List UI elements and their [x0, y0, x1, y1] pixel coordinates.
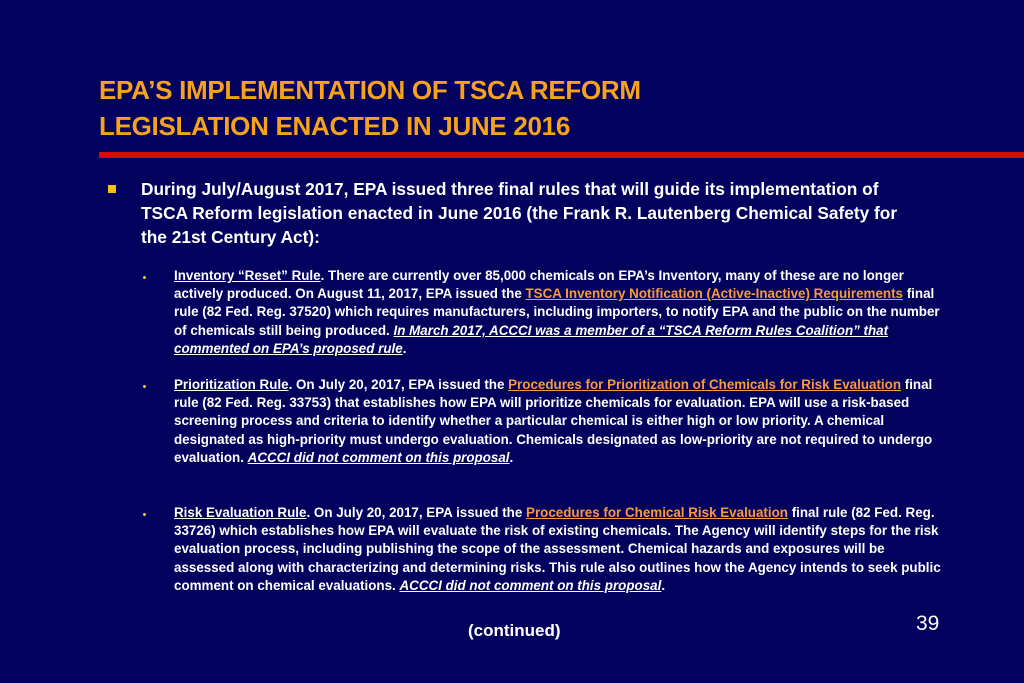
main-bullet-text: During July/August 2017, EPA issued three final rules that will guide its implementation of TSCA Reform legislation enacted in June 2016 (the Frank R. Lautenberg Chemical Safety for the 21st Century Act): — [141, 179, 898, 247]
item-text: . There are currently over 85,000 chemicals on EPA’s Inventory, many of these are no longer actively produced. On August 11, 2017, EPA issued the — [174, 268, 904, 302]
item-text: . On July 20, 2017, EPA issued the — [288, 377, 509, 392]
item-end: . — [402, 340, 407, 356]
acci-note: In March 2017, ACCCI was a member of a “TSCA Reform Rules Coalition” that commented on EPA’s proposed rule — [174, 322, 889, 356]
title-line-1: EPA’S IMPLEMENTATION OF TSCA REFORM — [99, 75, 641, 105]
bullet-dot-icon — [143, 276, 146, 279]
item-heading: Prioritization Rule — [174, 377, 289, 392]
acci-note: ACCCI did not comment on this proposal — [247, 449, 510, 465]
acci-note: ACCCI did not comment on this proposal — [399, 577, 662, 593]
item-text: final rule (82 Fed. Reg. 33753) that establishes how EPA will prioritize chemicals for evaluation. EPA will use a risk-based screening process and criteria to identify whether a particular chemical is either high or low priority. A chemical designated as high-priority must undergo evaluation. Chemicals designated as low-priority are not required to undergo evaluation. — [174, 377, 933, 465]
title-line-2: LEGISLATION ENACTED IN JUNE 2016 — [99, 111, 571, 141]
item-text: . On July 20, 2017, EPA issued the — [306, 505, 527, 520]
prioritization-rule-item — [174, 376, 946, 467]
rule-link[interactable]: Procedures for Chemical Risk Evaluation — [526, 505, 788, 520]
page-number: 39 — [916, 612, 940, 635]
item-heading: Risk Evaluation Rule — [174, 505, 307, 520]
item-text: final rule (82 Fed. Reg. 37520) which requires manufacturers, including importers, to notify EPA and the public on the number of chemicals still being produced. — [174, 286, 940, 338]
continued-label: (continued) — [468, 621, 561, 640]
item-end: . — [661, 577, 666, 593]
slide-title — [99, 72, 641, 144]
item-heading: Inventory “Reset” Rule — [174, 268, 321, 283]
rule-link[interactable]: Procedures for Prioritization of Chemicals for Risk Evaluation — [508, 377, 902, 392]
item-text: final rule (82 Fed. Reg. 33726) which establishes how EPA will evaluate the risk of existing chemicals. The Agency will identify steps for the risk evaluation process, including publishing the scope of the assessment. Chemical hazards and exposures will be assessed along with characterizing and determining risks. This rule also outlines how the Agency intends to seek public comment on chemical evaluations. — [174, 505, 941, 593]
bullet-dot-icon — [143, 385, 146, 388]
inventory-reset-rule-item — [174, 267, 946, 358]
risk-evaluation-rule-item — [174, 504, 946, 595]
item-end: . — [509, 449, 514, 465]
bullet-dot-icon — [143, 513, 146, 516]
rule-link[interactable]: TSCA Inventory Notification (Active-Inactive) Requirements — [525, 286, 903, 302]
title-divider — [99, 152, 1024, 158]
square-bullet-icon — [108, 185, 116, 193]
